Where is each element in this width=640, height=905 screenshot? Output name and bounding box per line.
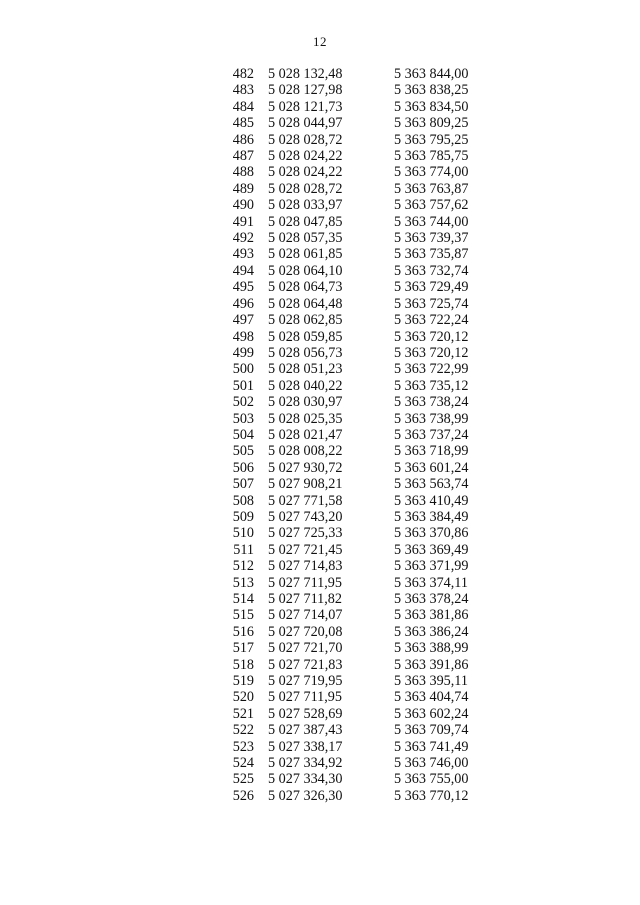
coordinate-y: 5 363 722,99 <box>394 361 469 378</box>
coordinate-y: 5 363 388,99 <box>394 640 469 657</box>
coordinate-y: 5 363 404,74 <box>394 689 469 706</box>
table-row <box>210 263 494 279</box>
point-number: 487 <box>232 148 254 165</box>
coordinate-y: 5 363 563,74 <box>394 476 469 493</box>
coordinate-x: 5 028 047,85 <box>268 213 343 230</box>
coordinate-x: 5 028 127,98 <box>268 82 343 99</box>
coordinate-x: 5 027 711,95 <box>268 689 342 706</box>
coordinate-y: 5 363 732,74 <box>394 262 469 279</box>
point-number: 493 <box>232 246 254 263</box>
table-row <box>210 82 494 98</box>
point-number: 510 <box>232 525 254 542</box>
coordinate-x: 5 028 024,22 <box>268 164 343 181</box>
table-row <box>210 197 494 213</box>
point-number: 503 <box>232 410 254 427</box>
coordinate-x: 5 027 908,21 <box>268 476 343 493</box>
point-number: 488 <box>232 164 254 181</box>
coordinate-y: 5 363 370,86 <box>394 525 469 542</box>
coordinate-y: 5 363 774,00 <box>394 164 469 181</box>
table-row <box>210 99 494 115</box>
table-row <box>210 739 494 755</box>
table-row <box>210 214 494 230</box>
coordinate-x: 5 028 059,85 <box>268 328 343 345</box>
coordinate-x: 5 028 132,48 <box>268 66 343 82</box>
point-number: 525 <box>232 771 254 788</box>
table-row <box>210 132 494 148</box>
coordinate-x: 5 027 930,72 <box>268 459 343 476</box>
point-number: 495 <box>232 279 254 296</box>
coordinate-y: 5 363 809,25 <box>394 115 469 132</box>
table-row <box>210 279 494 295</box>
coordinate-x: 5 027 721,83 <box>268 656 343 673</box>
coordinate-y: 5 363 369,49 <box>394 541 469 558</box>
point-number: 516 <box>232 623 254 640</box>
table-row <box>210 706 494 722</box>
table-row <box>210 558 494 574</box>
coordinate-y: 5 363 741,49 <box>394 738 469 755</box>
coordinate-x: 5 027 326,30 <box>268 787 343 804</box>
coordinate-x: 5 028 024,22 <box>268 148 343 165</box>
table-row <box>210 788 494 804</box>
point-number: 521 <box>232 705 254 722</box>
coordinate-y: 5 363 844,00 <box>394 66 469 82</box>
table-row <box>210 312 494 328</box>
coordinate-x: 5 027 721,45 <box>268 541 343 558</box>
table-row <box>210 755 494 771</box>
coordinate-x: 5 028 021,47 <box>268 426 343 443</box>
coordinate-y: 5 363 374,11 <box>394 574 468 591</box>
point-number: 504 <box>232 426 254 443</box>
coordinate-x: 5 027 714,07 <box>268 607 343 624</box>
coordinate-x: 5 027 743,20 <box>268 508 343 525</box>
point-number: 497 <box>232 312 254 329</box>
coordinate-x: 5 027 771,58 <box>268 492 343 509</box>
coordinate-y: 5 363 410,49 <box>394 492 469 509</box>
table-row <box>210 164 494 180</box>
coordinate-x: 5 027 725,33 <box>268 525 343 542</box>
coordinate-x: 5 027 719,95 <box>268 673 343 690</box>
coordinate-y: 5 363 838,25 <box>394 82 469 99</box>
point-number: 518 <box>232 656 254 673</box>
coordinate-x: 5 028 033,97 <box>268 197 343 214</box>
point-number: 520 <box>232 689 254 706</box>
coordinate-y: 5 363 735,12 <box>394 377 469 394</box>
table-row <box>210 673 494 689</box>
table-row <box>210 525 494 541</box>
point-number: 484 <box>232 98 254 115</box>
coordinate-y: 5 363 384,49 <box>394 508 469 525</box>
point-number: 486 <box>232 131 254 148</box>
point-number: 483 <box>232 82 254 99</box>
coordinate-y: 5 363 601,24 <box>394 459 469 476</box>
coordinate-x: 5 027 711,82 <box>268 591 342 607</box>
coordinate-x: 5 028 040,22 <box>268 377 343 394</box>
coordinate-x: 5 028 028,72 <box>268 131 343 148</box>
coordinate-y: 5 363 755,00 <box>394 771 469 788</box>
coordinate-y: 5 363 720,12 <box>394 344 469 361</box>
coordinate-x: 5 028 057,35 <box>268 230 343 247</box>
point-number: 494 <box>232 262 254 279</box>
point-number: 492 <box>232 230 254 247</box>
coordinate-y: 5 363 738,24 <box>394 394 469 411</box>
coordinate-y: 5 363 746,00 <box>394 755 469 772</box>
coordinates-table <box>210 66 494 804</box>
coordinate-x: 5 028 121,73 <box>268 98 343 115</box>
coordinate-x: 5 028 030,97 <box>268 394 343 411</box>
coordinate-x: 5 027 711,95 <box>268 574 342 591</box>
table-row <box>210 148 494 164</box>
table-row <box>210 378 494 394</box>
coordinate-x: 5 028 064,10 <box>268 262 343 279</box>
table-row <box>210 230 494 246</box>
coordinate-x: 5 028 056,73 <box>268 344 343 361</box>
table-row <box>210 575 494 591</box>
coordinates-table-body <box>210 66 494 804</box>
table-row <box>210 427 494 443</box>
coordinate-x: 5 028 044,97 <box>268 115 343 132</box>
table-row <box>210 394 494 410</box>
coordinate-x: 5 027 528,69 <box>268 705 343 722</box>
point-number: 526 <box>232 787 254 804</box>
coordinate-x: 5 028 008,22 <box>268 443 343 460</box>
table-row <box>210 460 494 476</box>
coordinate-y: 5 363 757,62 <box>394 197 469 214</box>
coordinate-x: 5 027 720,08 <box>268 623 343 640</box>
point-number: 489 <box>232 180 254 197</box>
coordinate-y: 5 363 737,24 <box>394 426 469 443</box>
point-number: 498 <box>232 328 254 345</box>
coordinate-x: 5 027 334,30 <box>268 771 343 788</box>
table-row <box>210 607 494 623</box>
coordinate-y: 5 363 744,00 <box>394 213 469 230</box>
point-number: 517 <box>232 640 254 657</box>
coordinate-x: 5 028 061,85 <box>268 246 343 263</box>
page-number: 12 <box>313 34 327 49</box>
table-row <box>210 443 494 459</box>
coordinate-x: 5 028 062,85 <box>268 312 343 329</box>
table-row <box>210 296 494 312</box>
point-number: 509 <box>232 508 254 525</box>
coordinate-y: 5 363 709,74 <box>394 722 469 739</box>
point-number: 514 <box>232 591 254 607</box>
table-row <box>210 115 494 131</box>
point-number: 501 <box>232 377 254 394</box>
coordinate-y: 5 363 725,74 <box>394 295 469 312</box>
coordinate-x: 5 027 387,43 <box>268 722 343 739</box>
coordinate-y: 5 363 763,87 <box>394 180 469 197</box>
coordinate-x: 5 027 338,17 <box>268 738 343 755</box>
point-number: 512 <box>232 558 254 575</box>
point-number: 511 <box>233 541 254 558</box>
table-row <box>210 411 494 427</box>
point-number: 496 <box>232 295 254 312</box>
point-number: 485 <box>232 115 254 132</box>
coordinate-y: 5 363 785,75 <box>394 148 469 165</box>
point-number: 519 <box>232 673 254 690</box>
coordinate-y: 5 363 795,25 <box>394 131 469 148</box>
table-row <box>210 361 494 377</box>
coordinate-y: 5 363 381,86 <box>394 607 469 624</box>
table-row <box>210 66 494 82</box>
coordinate-x: 5 028 064,73 <box>268 279 343 296</box>
table-row <box>210 689 494 705</box>
point-number: 490 <box>232 197 254 214</box>
point-number: 507 <box>232 476 254 493</box>
table-row <box>210 181 494 197</box>
point-number: 506 <box>232 459 254 476</box>
coordinate-y: 5 363 378,24 <box>394 591 469 607</box>
table-row <box>210 640 494 656</box>
point-number: 523 <box>232 738 254 755</box>
coordinate-x: 5 027 334,92 <box>268 755 343 772</box>
table-row <box>210 657 494 673</box>
coordinate-y: 5 363 735,87 <box>394 246 469 263</box>
point-number: 524 <box>232 755 254 772</box>
point-number: 499 <box>232 344 254 361</box>
coordinate-y: 5 363 395,11 <box>394 673 468 690</box>
point-number: 491 <box>232 213 254 230</box>
table-row <box>210 493 494 509</box>
point-number: 508 <box>232 492 254 509</box>
point-number: 505 <box>232 443 254 460</box>
coordinate-y: 5 363 386,24 <box>394 623 469 640</box>
coordinate-y: 5 363 391,86 <box>394 656 469 673</box>
coordinate-y: 5 363 739,37 <box>394 230 469 247</box>
coordinate-x: 5 028 028,72 <box>268 180 343 197</box>
table-row <box>210 624 494 640</box>
coordinate-x: 5 027 721,70 <box>268 640 343 657</box>
coordinate-x: 5 028 051,23 <box>268 361 343 378</box>
coordinate-x: 5 028 025,35 <box>268 410 343 427</box>
coordinate-y: 5 363 722,24 <box>394 312 469 329</box>
table-row <box>210 345 494 361</box>
coordinate-y: 5 363 720,12 <box>394 328 469 345</box>
coordinate-y: 5 363 738,99 <box>394 410 469 427</box>
coordinate-y: 5 363 834,50 <box>394 98 469 115</box>
coordinate-x: 5 027 714,83 <box>268 558 343 575</box>
coordinate-y: 5 363 371,99 <box>394 558 469 575</box>
point-number: 515 <box>232 607 254 624</box>
table-row <box>210 771 494 787</box>
coordinate-y: 5 363 718,99 <box>394 443 469 460</box>
table-row <box>210 509 494 525</box>
point-number: 500 <box>232 361 254 378</box>
table-row <box>210 591 494 607</box>
coordinate-x: 5 028 064,48 <box>268 295 343 312</box>
coordinate-y: 5 363 602,24 <box>394 705 469 722</box>
table-row <box>210 246 494 262</box>
table-row <box>210 542 494 558</box>
point-number: 502 <box>232 394 254 411</box>
table-row <box>210 476 494 492</box>
coordinate-y: 5 363 729,49 <box>394 279 469 296</box>
table-row <box>210 329 494 345</box>
point-number: 522 <box>232 722 254 739</box>
point-number: 513 <box>232 574 254 591</box>
table-row <box>210 722 494 738</box>
coordinate-y: 5 363 770,12 <box>394 787 469 804</box>
point-number: 482 <box>232 66 254 82</box>
